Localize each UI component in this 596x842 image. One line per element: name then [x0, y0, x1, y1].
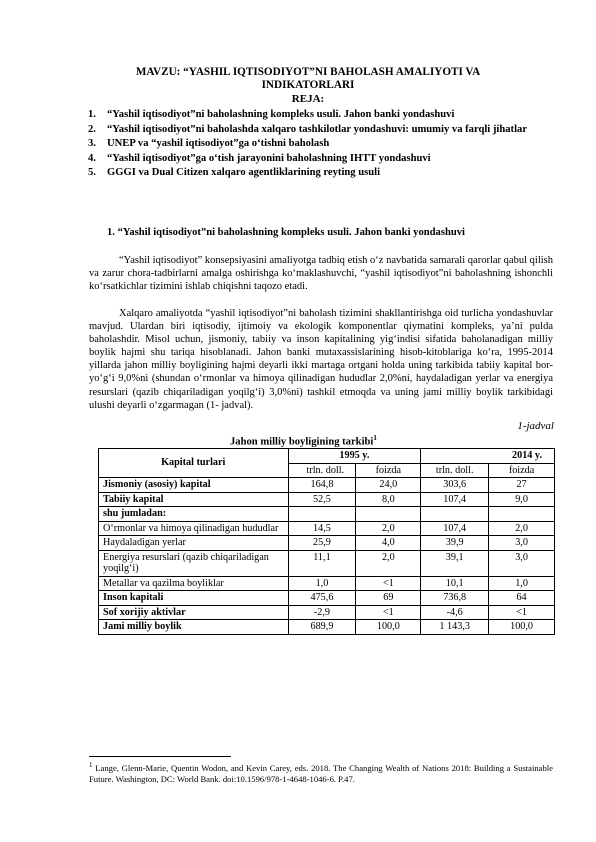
table-row-label: Jami milliy boylik — [99, 620, 289, 635]
table-year-header: 1995 y. — [288, 449, 421, 464]
table-cell: 27 — [489, 478, 555, 493]
table-cell: 107,4 — [421, 492, 489, 507]
plan-item — [88, 123, 553, 138]
plan-item-text: UNEP va “yashil iqtisodiyot”ga o‘tishni baholash — [107, 138, 330, 149]
table-row — [99, 521, 555, 536]
table-label: 1-jadval — [517, 420, 554, 432]
table-row-label: Energiya resurslari (qazib chiqariladigan yoqilg‘i) — [99, 550, 289, 576]
paragraph-2: Xalqaro amaliyotda “yashil iqtisodiyot”ni baholash tizimini shakllantirishga oid turlicha yondashuvlar mavjud. Ulardan biri iqtisodiy, ijtimoiy va ekologik komponentlar qiymatini kompleks, ya’ni pulda baholashdir. Misol uchun, jismoniy, tabiiy va inson kapitalining yig‘indisi sifatida baholanadigan milliy boylik hajmi shu tariqa hisoblanadi. Jahon banki mutaxassislarining hisob-kitoblariga ko‘ra, 1995-2014 yillarda jahon milliy boyligining hajmi deyarli ikki martaga ortgani holda uning tarkibida tabiiy kapital bor-yo‘g‘i 9,0%ni (shundan o‘rmonlar va himoya qilinadigan hududlar 2,0%ni, haydaladigan yerlar va energiya resurslari (qazib chiqariladigan yoqilg‘i) 3,0%ni) tashkil etmoqda va uning jami milliy boylik tarkibidagi ulushi deyarli o‘zgarmagan (1- jadval). — [89, 308, 553, 411]
table-cell: 52,5 — [288, 492, 356, 507]
table-cell — [356, 507, 421, 522]
plan-item-number: 4. — [88, 152, 96, 164]
table-subheader: foizda — [489, 463, 555, 478]
table-cell — [489, 507, 555, 522]
table-cell: -4,6 — [421, 605, 489, 620]
plan-item-text: GGGI va Dual Citizen xalqaro agentliklarining reyting usuli — [107, 167, 381, 178]
table-cell: <1 — [489, 605, 555, 620]
table-cell: 24,0 — [356, 478, 421, 493]
table-subheader: trln. doll. — [288, 463, 356, 478]
plan-item — [88, 137, 553, 152]
table-row-label: shu jumladan: — [99, 507, 289, 522]
footnote — [89, 760, 553, 785]
table-cell: 10,1 — [421, 576, 489, 591]
table-row — [99, 478, 555, 493]
table-cell: <1 — [356, 605, 421, 620]
table-row — [99, 591, 555, 606]
table-cell: 303,6 — [421, 478, 489, 493]
table-row — [99, 576, 555, 591]
table-row — [99, 536, 555, 551]
table-cell: 69 — [356, 591, 421, 606]
table-row-label: Metallar va qazilma boyliklar — [99, 576, 289, 591]
plan-item — [88, 166, 553, 181]
table-cell: 2,0 — [356, 521, 421, 536]
table-year-header: 2014 y. — [421, 449, 555, 464]
plan-heading: REJA: — [291, 93, 325, 105]
section-heading: 1. “Yashil iqtisodiyot”ni baholashning kompleks usuli. Jahon banki yondashuvi — [107, 227, 465, 238]
table-cell: 3,0 — [489, 550, 555, 576]
footnote-marker: 1 — [373, 434, 377, 442]
table-caption — [230, 434, 377, 448]
table-row — [99, 605, 555, 620]
table-cell — [421, 507, 489, 522]
table-cell: 11,1 — [288, 550, 356, 576]
table-row-label: Tabiiy kapital — [99, 492, 289, 507]
table-cell: 39,9 — [421, 536, 489, 551]
table-cell: 64 — [489, 591, 555, 606]
table-row-label: Inson kapitali — [99, 591, 289, 606]
table-cell: 107,4 — [421, 521, 489, 536]
plan-item-number: 1. — [88, 109, 96, 120]
plan-item-text: “Yashil iqtisodiyot”ni baholashda xalqaro tashkilotlar yondashuvi: umumiy va farqli jihatlar — [107, 123, 528, 135]
table-row-label: O‘rmonlar va himoya qilinadigan hududlar — [99, 521, 289, 536]
table-header-row — [99, 449, 555, 464]
table-cell: 4,0 — [356, 536, 421, 551]
table-row — [99, 507, 555, 522]
table-cell: 25,9 — [288, 536, 356, 551]
footnote-divider — [89, 756, 231, 757]
table-cell: -2,9 — [288, 605, 356, 620]
wealth-table — [98, 448, 555, 635]
table-cell: 3,0 — [489, 536, 555, 551]
table-subheader: foizda — [356, 463, 421, 478]
footnote-number: 1 — [89, 761, 93, 769]
page-title: MAVZU: “YASHIL IQTISODIYOT”NI BAHOLASH AMALIYOTI VA INDIKATORLARI — [135, 66, 481, 91]
table-cell: 39,1 — [421, 550, 489, 576]
table-column-header: Kapital turlari — [99, 449, 289, 478]
table-cell: 2,0 — [356, 550, 421, 576]
table-row — [99, 492, 555, 507]
table-cell: 14,5 — [288, 521, 356, 536]
table-subheader: trln. doll. — [421, 463, 489, 478]
table-cell: 100,0 — [489, 620, 555, 635]
paragraph-1: “Yashil iqtisodiyot” konsepsiyasini amaliyotga tadbiq etish o‘z navbatida samarali qarorlar qabul qilish va zarur chora-tadbirlarni amalga oshirishga ko‘maklashuvchi, “yashil iqtisodiyot”ni baholashning ishonchli ko‘rsatkichlar tizimini ishlab chiqishni taqozo etadi. — [89, 255, 553, 293]
table-row-label: Haydaladigan yerlar — [99, 536, 289, 551]
plan-item — [88, 108, 553, 123]
table-cell: 1,0 — [288, 576, 356, 591]
table-cell: 689,9 — [288, 620, 356, 635]
table-cell: 2,0 — [489, 521, 555, 536]
table-cell — [288, 507, 356, 522]
table-cell: 100,0 — [356, 620, 421, 635]
table-body — [99, 478, 555, 635]
plan-item-text: “Yashil iqtisodiyot”ga o‘tish jarayonini baholashning IHTT yondashuvi — [107, 152, 431, 164]
plan-list — [88, 108, 553, 181]
table-cell: 8,0 — [356, 492, 421, 507]
plan-item — [88, 152, 553, 167]
plan-item-number: 5. — [88, 167, 96, 178]
table-row — [99, 550, 555, 576]
plan-item-number: 2. — [88, 123, 96, 135]
table-cell: 736,8 — [421, 591, 489, 606]
table-cell: <1 — [356, 576, 421, 591]
table-cell: 9,0 — [489, 492, 555, 507]
footnote-text: Lange, Glenn-Marie, Quentin Wodon, and Kevin Carey, eds. 2018. The Changing Wealth of Nations 2018: Building a Sustainable Future. Washington, DC: World Bank. doi:10.1596/978-1-4648-1046-6. P.47. — [89, 762, 553, 784]
plan-item-number: 3. — [88, 138, 96, 149]
table-cell: 1,0 — [489, 576, 555, 591]
table-caption-text: Jahon milliy boyligining tarkibi — [230, 436, 374, 448]
table-row-label: Jismoniy (asosiy) kapital — [99, 478, 289, 493]
plan-item-text: “Yashil iqtisodiyot”ni baholashning kompleks usuli. Jahon banki yondashuvi — [107, 109, 455, 120]
table-row-label: Sof xorijiy aktivlar — [99, 605, 289, 620]
table-cell: 164,8 — [288, 478, 356, 493]
table-cell: 475,6 — [288, 591, 356, 606]
table-cell: 1 143,3 — [421, 620, 489, 635]
table-row — [99, 620, 555, 635]
